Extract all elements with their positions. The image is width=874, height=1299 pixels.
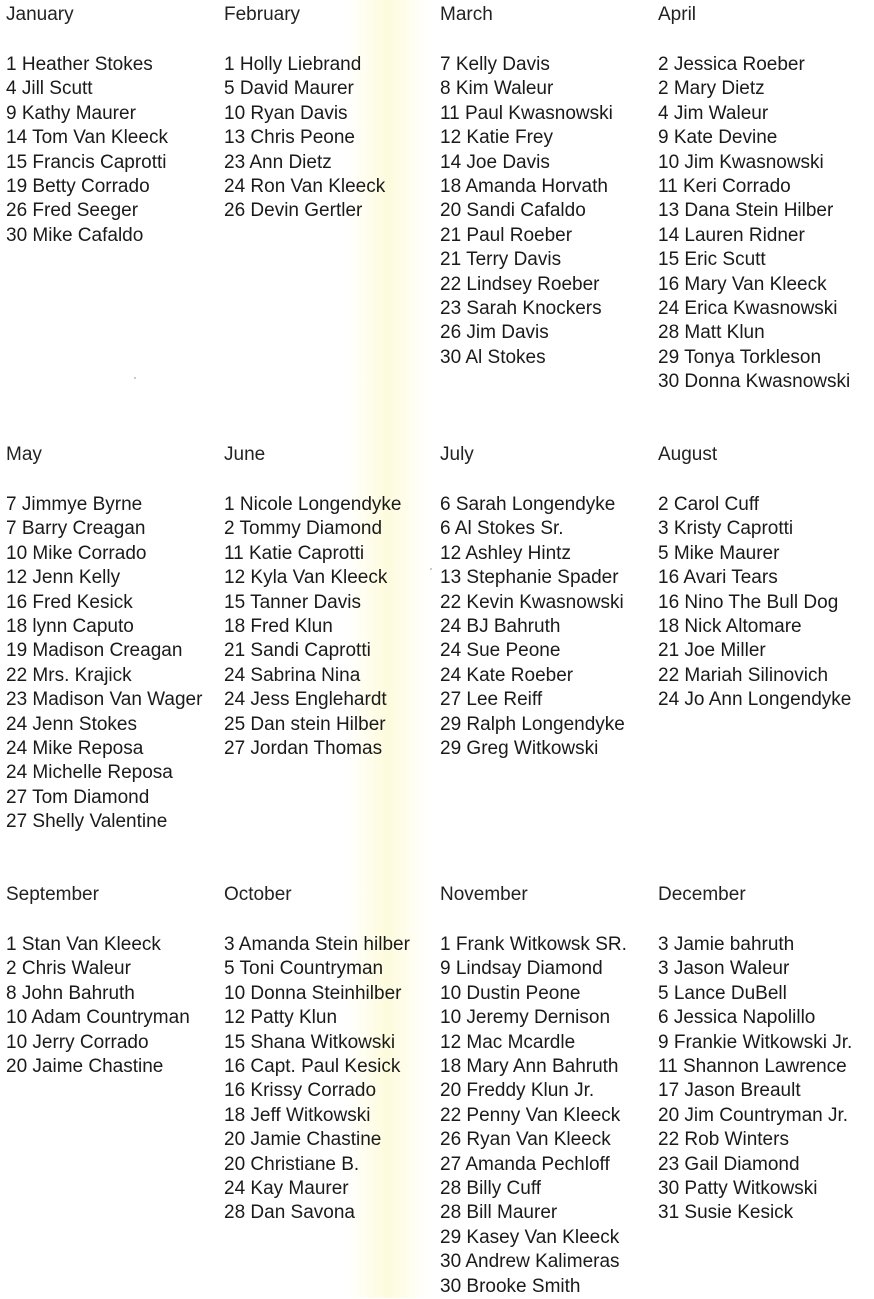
birthday-entry: 13 Chris Peone [224,127,355,149]
birthday-entry: 10 Donna Steinhilber [224,982,402,1004]
birthday-entry: 11 Keri Corrado [658,176,791,198]
birthday-entry: 3 Kristy Caprotti [658,518,794,540]
birthday-entry: 7 Jimmye Byrne [6,494,143,515]
birthday-entry: 27 Jordan Thomas [224,738,383,760]
birthday-entry: 15 Tanner Davis [224,591,361,613]
month-february [224,4,444,224]
birthday-entry: 1 Nicole Longendyke [224,494,402,515]
birthday-entry: 4 Jim Waleur [658,102,769,124]
birthday-entry: 29 Ralph Longendyke [440,713,625,735]
birthday-entry: 11 Shannon Lawrence [658,1056,847,1078]
birthday-entry: 8 Kim Waleur [440,78,554,100]
birthday-entry: 10 Ryan Davis [224,102,348,124]
birthday-entry: 5 David Maurer [224,78,354,100]
birthday-entry: 23 Ann Dietz [224,151,332,173]
birthday-entry: 12 Ashley Hintz [440,542,571,564]
month-title: February [224,4,301,25]
birthday-entry: 24 Jenn Stokes [6,713,137,735]
birthday-entry: 5 Mike Maurer [658,542,780,564]
birthday-entry: 13 Stephanie Spader [440,567,619,589]
birthday-entry: 5 Lance DuBell [658,982,787,1004]
birthday-entry: 18 Jeff Witkowski [224,1104,371,1126]
birthday-entry: 21 Joe Miller [658,640,766,662]
birthday-entry: 17 Jason Breault [658,1080,801,1102]
month-august [658,444,874,713]
birthday-entry: 21 Terry Davis [440,249,562,271]
birthday-entry: 12 Jenn Kelly [6,567,121,589]
birthday-entry: 19 Betty Corrado [6,176,150,198]
birthday-entry: 29 Greg Witkowski [440,738,599,760]
birthday-entry: 12 Katie Frey [440,127,553,149]
birthday-entry: 23 Gail Diamond [658,1153,800,1175]
birthday-entry: 20 Jaime Chastine [6,1056,164,1078]
month-october [224,884,444,1226]
birthday-entry: 26 Fred Seeger [6,200,139,222]
month-march [440,4,660,370]
birthday-entry: 21 Paul Roeber [440,224,573,246]
month-title: December [658,884,746,905]
month-november [440,884,660,1299]
birthday-entry: 24 Sue Peone [440,640,561,662]
month-title: April [658,4,697,25]
birthday-entry: 18 Mary Ann Bahruth [440,1056,619,1078]
birthday-entry: 18 Amanda Horvath [440,176,608,198]
birthday-entry: 16 Krissy Corrado [224,1080,377,1102]
birthday-entry: 31 Susie Kesick [658,1202,794,1224]
month-title: June [224,444,266,465]
birthday-entry: 24 Jo Ann Longendyke [658,689,852,711]
birthday-entry: 26 Devin Gertler [224,200,363,222]
scan-speck [134,377,136,379]
birthday-entry: 24 Michelle Reposa [6,762,173,784]
birthday-entry: 22 Rob Winters [658,1129,789,1151]
birthday-entry: 16 Mary Van Kleeck [658,273,827,295]
month-september [6,884,226,1079]
birthday-entry: 24 Erica Kwasnowski [658,298,838,320]
birthday-entry: 16 Fred Kesick [6,591,133,613]
birthday-entry: 11 Katie Caprotti [224,542,365,564]
birthday-entry: 2 Mary Dietz [658,78,765,100]
month-title: November [440,884,528,905]
birthday-entry: 27 Lee Reiff [440,689,543,711]
birthday-entry: 30 Patty Witkowski [658,1178,818,1200]
birthday-entry: 26 Ryan Van Kleeck [440,1129,611,1151]
birthday-entry: 23 Madison Van Wager [6,689,203,711]
birthday-entry: 22 Mariah Silinovich [658,664,829,686]
birthday-entry: 12 Kyla Van Kleeck [224,567,388,589]
month-july [440,444,660,761]
birthday-entry: 1 Stan Van Kleeck [6,934,161,955]
birthday-entry: 2 Tommy Diamond [224,518,383,540]
birthday-entry: 26 Jim Davis [440,322,549,344]
birthday-entry: 27 Shelly Valentine [6,811,168,833]
birthday-entry: 1 Heather Stokes [6,54,153,75]
birthday-entry: 27 Tom Diamond [6,786,150,808]
birthday-entry: 24 Sabrina Nina [224,664,361,686]
month-june [224,444,444,761]
birthday-entry: 10 Jim Kwasnowski [658,151,824,173]
month-title: August [658,444,718,465]
month-december [658,884,874,1226]
birthday-entry: 25 Dan stein Hilber [224,713,386,735]
birthday-entry: 6 Sarah Longendyke [440,494,616,515]
birthday-entry: 3 Amanda Stein hilber [224,934,410,955]
birthday-entry: 14 Joe Davis [440,151,550,173]
birthday-entry: 5 Toni Countryman [224,958,384,980]
birthday-entry: 1 Holly Liebrand [224,54,362,75]
month-title: October [224,884,292,905]
birthday-entry: 6 Jessica Napolillo [658,1007,816,1029]
birthday-entry: 4 Jill Scutt [6,78,93,100]
birthday-entry: 24 Ron Van Kleeck [224,176,386,198]
birthday-entry: 2 Jessica Roeber [658,54,805,75]
birthday-entry: 10 Jeremy Dernison [440,1007,611,1029]
birthday-entry: 9 Kate Devine [658,127,778,149]
birthday-entry: 20 Christiane B. [224,1153,360,1175]
birthday-entry: 18 Fred Klun [224,616,333,638]
birthday-entry: 1 Frank Witkowsk SR. [440,934,627,955]
birthday-entry: 24 Mike Reposa [6,738,144,760]
birthday-entry: 20 Sandi Cafaldo [440,200,586,222]
birthday-entry: 12 Mac Mcardle [440,1031,576,1053]
birthday-entry: 3 Jason Waleur [658,958,790,980]
birthday-entry: 16 Capt. Paul Kesick [224,1056,401,1078]
birthday-entry: 10 Adam Countryman [6,1007,190,1029]
birthday-entry: 28 Dan Savona [224,1202,355,1224]
birthday-entry: 30 Andrew Kalimeras [440,1251,620,1273]
birthday-entry: 22 Penny Van Kleeck [440,1104,621,1126]
birthday-entry: 2 Chris Waleur [6,958,131,980]
birthday-entry: 24 Kay Maurer [224,1178,349,1200]
birthday-entry: 30 Mike Cafaldo [6,224,144,246]
birthday-entry: 22 Mrs. Krajick [6,664,132,686]
birthday-entry: 30 Brooke Smith [440,1275,581,1297]
month-title: September [6,884,99,905]
birthday-entry: 22 Kevin Kwasnowski [440,591,624,613]
birthday-entry: 18 lynn Caputo [6,616,134,638]
birthday-entry: 14 Lauren Ridner [658,224,805,246]
birthday-entry: 8 John Bahruth [6,982,135,1004]
birthday-entry: 9 Kathy Maurer [6,102,136,124]
birthday-entry: 28 Matt Klun [658,322,765,344]
birthday-entry: 28 Bill Maurer [440,1202,558,1224]
birthday-entry: 21 Sandi Caprotti [224,640,371,662]
birthday-entry: 12 Patty Klun [224,1007,338,1029]
month-title: May [6,444,42,465]
birthday-entry: 16 Avari Tears [658,567,778,589]
birthday-entry: 20 Jim Countryman Jr. [658,1104,849,1126]
birthday-entry: 9 Frankie Witkowski Jr. [658,1031,853,1053]
birthday-entry: 10 Dustin Peone [440,982,581,1004]
birthday-entry: 20 Jamie Chastine [224,1129,382,1151]
birthday-entry: 19 Madison Creagan [6,640,183,662]
birthday-entry: 18 Nick Altomare [658,616,802,638]
birthday-entry: 27 Amanda Pechloff [440,1153,610,1175]
birthday-entry: 16 Nino The Bull Dog [658,591,839,613]
birthday-entry: 24 Kate Roeber [440,664,574,686]
birthday-entry: 30 Donna Kwasnowski [658,371,851,393]
month-title: January [6,4,74,25]
month-title: July [440,444,474,465]
birthday-entry: 14 Tom Van Kleeck [6,127,168,149]
birthday-entry: 20 Freddy Klun Jr. [440,1080,595,1102]
birthday-entry: 7 Kelly Davis [440,54,550,75]
birthday-entry: 28 Billy Cuff [440,1178,542,1200]
birthday-entry: 24 BJ Bahruth [440,616,561,638]
birthday-entry: 15 Eric Scutt [658,249,766,271]
birthday-entry: 30 Al Stokes [440,346,546,368]
birthday-entry: 23 Sarah Knockers [440,298,602,320]
birthday-entry: 29 Kasey Van Kleeck [440,1226,620,1248]
birthday-entry: 22 Lindsey Roeber [440,273,600,295]
birthday-entry: 15 Francis Caprotti [6,151,167,173]
birthday-entry: 24 Jess Englehardt [224,689,387,711]
birthday-entry: 6 Al Stokes Sr. [440,518,564,540]
birthday-entry: 13 Dana Stein Hilber [658,200,834,222]
month-april [658,4,874,395]
birthday-entry: 15 Shana Witkowski [224,1031,396,1053]
birthday-entry: 2 Carol Cuff [658,494,760,515]
birthday-entry: 11 Paul Kwasnowski [440,102,613,124]
birthday-entry: 10 Jerry Corrado [6,1031,149,1053]
birthday-entry: 29 Tonya Torkleson [658,346,822,368]
month-title: March [440,4,493,25]
month-january [6,4,226,248]
birthday-entry: 10 Mike Corrado [6,542,147,564]
birthday-entry: 3 Jamie bahruth [658,934,795,955]
month-may [6,444,226,835]
birthday-entry: 9 Lindsay Diamond [440,958,603,980]
birthday-entry: 7 Barry Creagan [6,518,146,540]
